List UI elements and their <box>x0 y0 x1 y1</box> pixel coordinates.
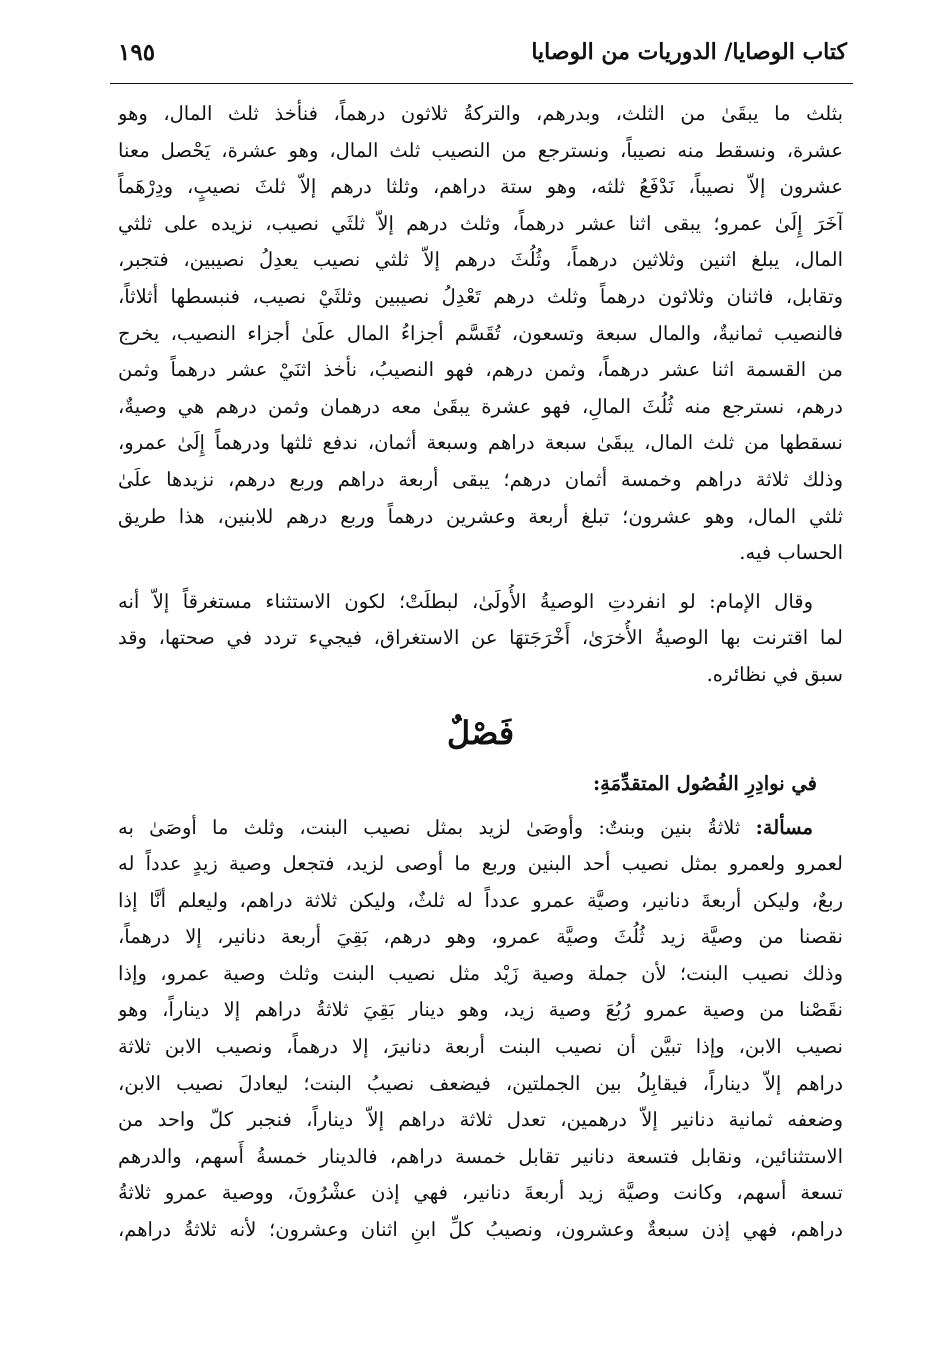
text-line: درهم، نسترجع منه ثُلُثَ المالِ، فهو عشرة يبقَىٰ معه درهمان وثمن درهم هي وصيةٌ، <box>118 394 843 418</box>
text-line: عشرون إلاّ نصيباً، نَدْفَعُ ثلثه، وهو ستة دراهم، وثلثا درهم إلاّ ثلثَ نصيبٍ، ودِرْهَماً <box>118 175 843 199</box>
text-line: نقصنا من وصيَّة زيد ثُلُثَ وصيَّة عمرو، وهو درهم، بَقِيَ أربعة دنانير، إلا درهماً، <box>118 925 843 949</box>
paragraph-imam <box>118 584 843 694</box>
text-line: وتقابل، فاثنان وثلاثون درهماً وثلث درهم تَعْدِلُ نصيبين وثلثَيْ نصيب، فنبسطها أثلاثاً، <box>118 284 843 308</box>
text-line: من القسمة اثنا عشر درهماً، وثمن درهم، فهو النصيبُ، نأخذ اثنَيْ عشر درهماً وثمن <box>118 358 843 382</box>
paragraph-gap <box>118 572 843 584</box>
text-line: نقَصْنا من وصية عمرو رُبُعَ وصية زيد، وهو دينار بَقِيَ ثلاثةُ دراهم إلا ديناراً، وهو <box>118 998 843 1022</box>
page-number: ١٩٥ <box>118 38 156 66</box>
page-header <box>118 30 847 74</box>
text-line: الحساب فيه. <box>739 541 843 565</box>
text-line: آخَرَ إِلَىٰ عمرو؛ يبقى اثنا عشر درهماً، وثلث درهم إلاّ ثلثَي نصيب، نزيده على ثلثي <box>118 211 843 235</box>
text-line: وضعفه ثمانية دنانير إلاّ درهمين، تعدل ثلاثة دراهم إلاّ ديناراً، فنجبر كلّ واحد من <box>118 1108 843 1132</box>
section-title: فَصْلٌ <box>446 713 515 752</box>
running-title: كتاب الوصايا/ الدوريات من الوصايا <box>531 39 847 65</box>
text-line: الاستثنائين، ونقابل فتسعة دنانير تقابل خمسة دراهم، فالدينار خمسةُ أَسهم، والدرهم <box>118 1144 843 1168</box>
text-line: المال، يبلغ اثنين وثلاثين درهماً، وثُلُثَ درهم إلاّ ثلثي نصيب يعدِلُ نصيبين، فتجبر، <box>118 248 843 272</box>
text-line <box>118 810 843 847</box>
section-subheading: في نوادِرِ الفُصُول المتقدِّمَةِ: <box>592 771 817 795</box>
text-line: دراهم إلاّ ديناراً، فيقابِلُ بين الجملتين، فيضعف نصيبُ البنت؛ ليعادلَ نصيب الابن، <box>118 1071 843 1095</box>
first-line-text: ثلاثةُ بنين وبنتٌ: وأوصَىٰ لزيد بمثل نصيب البنت، وثلث ما أوصَىٰ به <box>118 815 756 839</box>
text-line: ربعٌ، وليكن أربعةَ دنانير، وصيَّة عمرو عدداً له ثلثٌ، وليكن ثلاثة دراهم، وليعلم أنَّا إذا <box>118 888 843 912</box>
text-line: عشرة، ونسقط منه نصيباً، ونسترجع من النصيب ثلث المال، وهو عشرة، يَحْصل معنا <box>118 138 843 162</box>
text-line: لما اقترنت بها الوصيةُ الأُخرَىٰ، أَخْرَجَتهَا عن الاستغراق، فيجيء تردد في صحتها، وقد <box>118 626 843 650</box>
text-line: نسقطها من ثلث المال، يبقَىٰ سبعة دراهم وسبعة أثمان، ندفع ثلثها ودرهماً إِلَىٰ عمرو، <box>118 431 843 455</box>
text-line: وقال الإمام: لو انفردتِ الوصيةُ الأُولَىٰ، لبطلَتْ؛ لكون الاستثناء مستغرقاً إلاّ أنه <box>118 589 813 613</box>
text-line: وذلك نصيب البنت؛ لأن جملة وصية زَيْد مثل نصيب البنت وثلث وصية عمرو، وإذا <box>118 961 843 985</box>
text-line: سبق في نظائره. <box>706 662 843 686</box>
text-line: دراهم، فهي إذن سبعةٌ وعشرون، ونصيبُ كلِّ ابنِ اثنان وعشرون؛ لأنه ثلاثةُ دراهم، <box>118 1218 843 1242</box>
paragraph-masala <box>118 810 843 1249</box>
paragraph-calculation <box>118 96 843 572</box>
text-line: لعمرو ولعمرو بمثل نصيب أحد البنين وربع ما أوصى لزيد، فتجعل وصية زيدٍ عدداً له <box>118 852 843 876</box>
text-line: تسعة أسهم، وكانت وصيَّة زيد أربعةَ دنانير، فهي إذن عشْرُونَ، ووصية عمرو ثلاثةُ <box>118 1181 843 1205</box>
text-line: ثلثي المال، وهو عشرون؛ تبلغ أربعة وعشرين درهماً وربع درهم للابنين، هذا طريق <box>118 504 843 528</box>
text-line: فالنصيب ثمانيةٌ، والمال سبعة وتسعون، تُقَسَّم أجزاءُ المال علَىٰ أجزاء النصيب، يخرج <box>118 321 843 345</box>
text-line: وذلك ثلاثة دراهم وخمسة أثمان درهم؛ يبقى أربعة دراهم وربع درهم، نزيدها علَىٰ <box>118 467 843 491</box>
masala-label: مسألة: <box>755 815 813 839</box>
page-body <box>118 96 843 1249</box>
text-line: بثلث ما يبقَىٰ من الثلث، وبدرهم، والتركةُ ثلاثون درهماً، فنأخذ ثلث المال، وهو <box>118 102 843 125</box>
text-line: نصيب الابن، وإذا تبيَّن أن نصيب البنت أربعة دنانيرَ، إلا درهماً، ونصيب الابن ثلاثة <box>118 1035 843 1059</box>
header-divider <box>110 83 853 84</box>
